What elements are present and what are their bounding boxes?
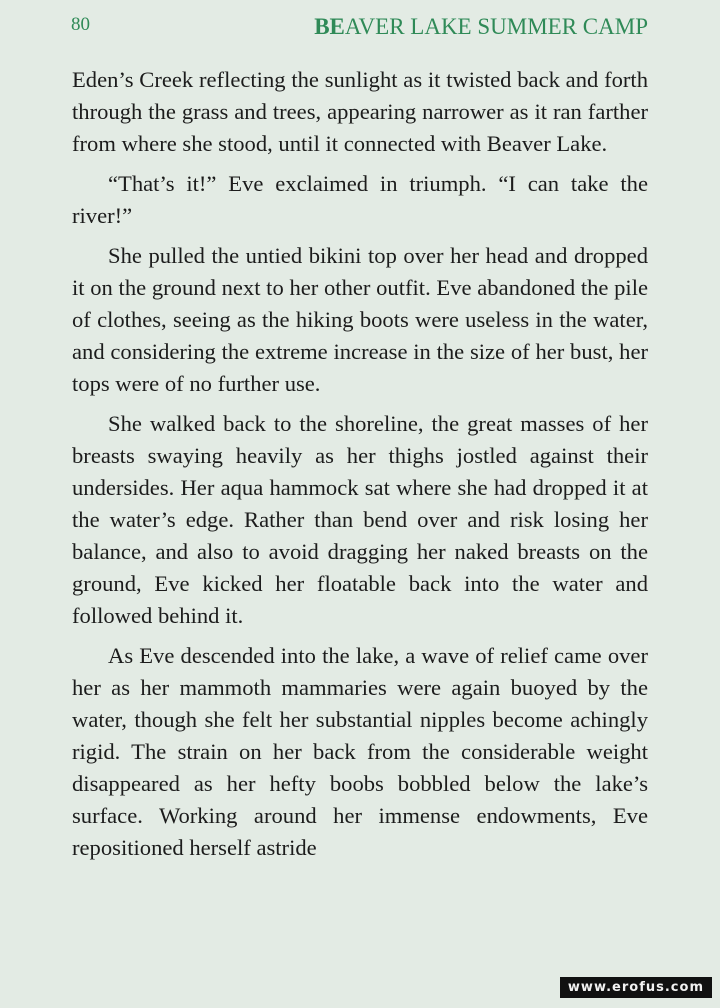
paragraph: She pulled the untied bikini top over her head and dropped it on the ground next to her other outfit. Eve abandoned the pile of clothes, seeing as the hiking boots were useless in the water, and considering the extreme increase in the size of her bust, her tops were of no further use. [72, 243, 648, 396]
running-head-rest: AVER LAKE SUMMER CAMP [344, 14, 648, 39]
watermark: www.erofus.com [560, 977, 712, 998]
running-head [314, 14, 648, 40]
running-head-accent: BE [314, 14, 345, 39]
paragraph: Eden’s Creek reflecting the sunlight as it twisted back and forth through the grass and trees, appearing narrower as it ran farther from where she stood, until it connected with Beaver Lake. [72, 67, 648, 156]
paragraph: She walked back to the shoreline, the great masses of her breasts swaying heavily as her thighs jostled against their undersides. Her aqua hammock sat where she had dropped it at the water’s edge. Rather than bend over and risk losing her balance, and also to avoid dragging her naked breasts on the ground, Eve kicked her floatable back into the water and followed behind it. [72, 411, 648, 628]
body-text [72, 64, 648, 864]
paragraph: “That’s it!” Eve exclaimed in triumph. “I can take the river!” [72, 171, 648, 228]
page-number: 80 [71, 14, 90, 35]
paragraph: As Eve descended into the lake, a wave of relief came over her as her mammoth mammaries were again buoyed by the water, though she felt her substantial nipples become achingly rigid. The strain on her back from the considerable weight disappeared as her hefty boobs bobbled below the lake’s surface. Working around her immense endowments, Eve repositioned herself astride [72, 643, 648, 860]
